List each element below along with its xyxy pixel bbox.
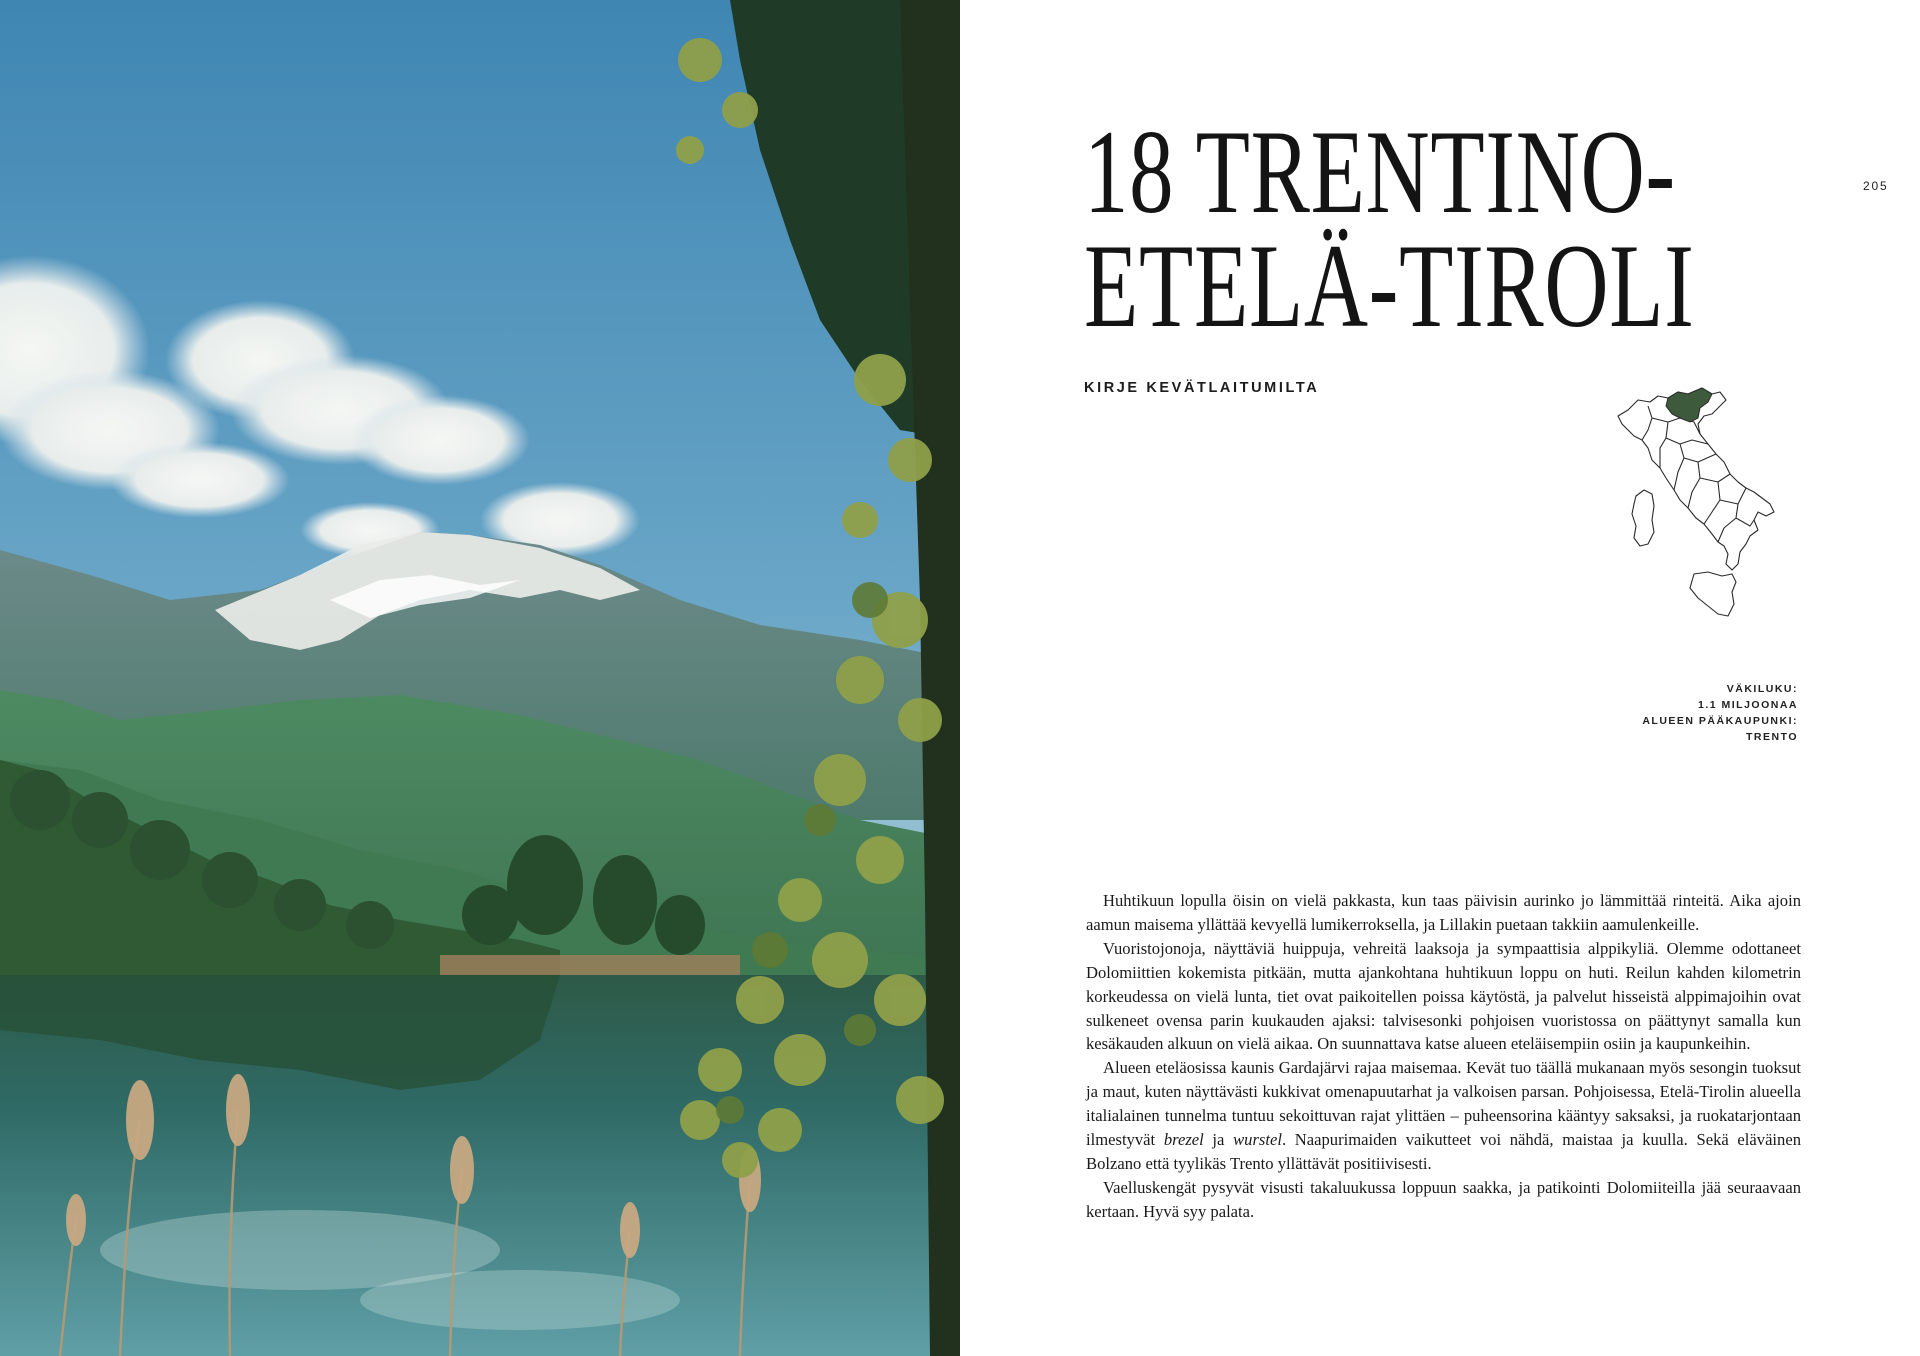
chapter-title-line-1: 18 TRENTINO-	[1084, 105, 1676, 238]
italic-brezel: brezel	[1163, 1130, 1204, 1150]
capital-value: TRENTO	[1746, 731, 1798, 743]
paragraph-3-part-a: Alueen eteläosissa kaunis Gardajärvi rajaa maisemaa. Kevät tuo täällä mukanaan myös sesongin tuoksut ja maut, kuten näyttävästi kukkivat omenapuutarhat ja valkoisen parsan. Pohjoisessa, Etelä-Tirolin alueella italialainen tunnelma tuntuu sekoittuvan rajat ylittäen – puheensorina kääntyy saksaksi, ja ruokatarjontaan ilmestyvät	[1086, 1058, 1801, 1150]
paragraph-3	[1086, 1056, 1801, 1176]
italic-wurstel: wurstel	[1233, 1130, 1282, 1150]
region-facts	[1642, 681, 1798, 745]
paragraph-4: Vaelluskengät pysyvät visusti takaluukussa loppuun saakka, ja patikointi Dolomiiteilla jää seuraavaan kertaan. Hyvä syy palata.	[1086, 1177, 1801, 1221]
paragraph-2: Vuoristojonoja, näyttäviä huippuja, vehreitä laaksoja ja sympaattisia alppikyliä. Olemme odottaneet Dolomiittien kokemista pitkään, mutta ajankohtana huhtikuun loppu on huti. Reilun kahden kilometrin korkeudessa on vielä lunta, tiet ovat paikoitellen poissa käytöstä, ja palvelut hisseistä alppimajoihin ovat sulkeneet ovensa parin kuukauden ajaksi: talvisesonki pohjoisen vuoristossa on päättynyt samalla kun kesäkauden alkuun on vielä aikaa. On suunnattava katse alueen eteläisempiin osiin ja kaupunkeihin.	[1086, 938, 1801, 1054]
chapter-subtitle: KIRJE KEVÄTLAITUMILTA	[1084, 380, 1320, 396]
capital-label: ALUEEN PÄÄKAUPUNKI:	[1642, 715, 1798, 727]
text-page	[960, 0, 1920, 1356]
chapter-title-line-2: ETELÄ-TIROLI	[1084, 219, 1695, 352]
population-value: 1.1 MILJOONAA	[1697, 699, 1798, 711]
body-text	[1086, 889, 1801, 1224]
paragraph-3-part-b: ja	[1203, 1130, 1234, 1150]
paragraph-1: Huhtikuun lopulla öisin on vielä pakkasta, kun taas päivisin aurinko jo lämmittää rinteitä. Aika ajoin aamun maisema yllättää kevyellä lumikerroksella, ja Lillakin puetaan takkiin aamulenkeille.	[1086, 891, 1801, 934]
page-number: 205	[1863, 179, 1889, 193]
italy-map-icon	[1608, 378, 1780, 632]
trentino-highlight	[1666, 388, 1712, 422]
population-label: VÄKILUKU:	[1726, 683, 1798, 695]
paragraph-3-part-c: . Naapurimaiden vaikutteet voi nähdä, maistaa ja kuulla. Sekä eläväinen Bolzano että tyylikäs Trento yllättävät positiivisesti.	[1086, 1130, 1802, 1173]
